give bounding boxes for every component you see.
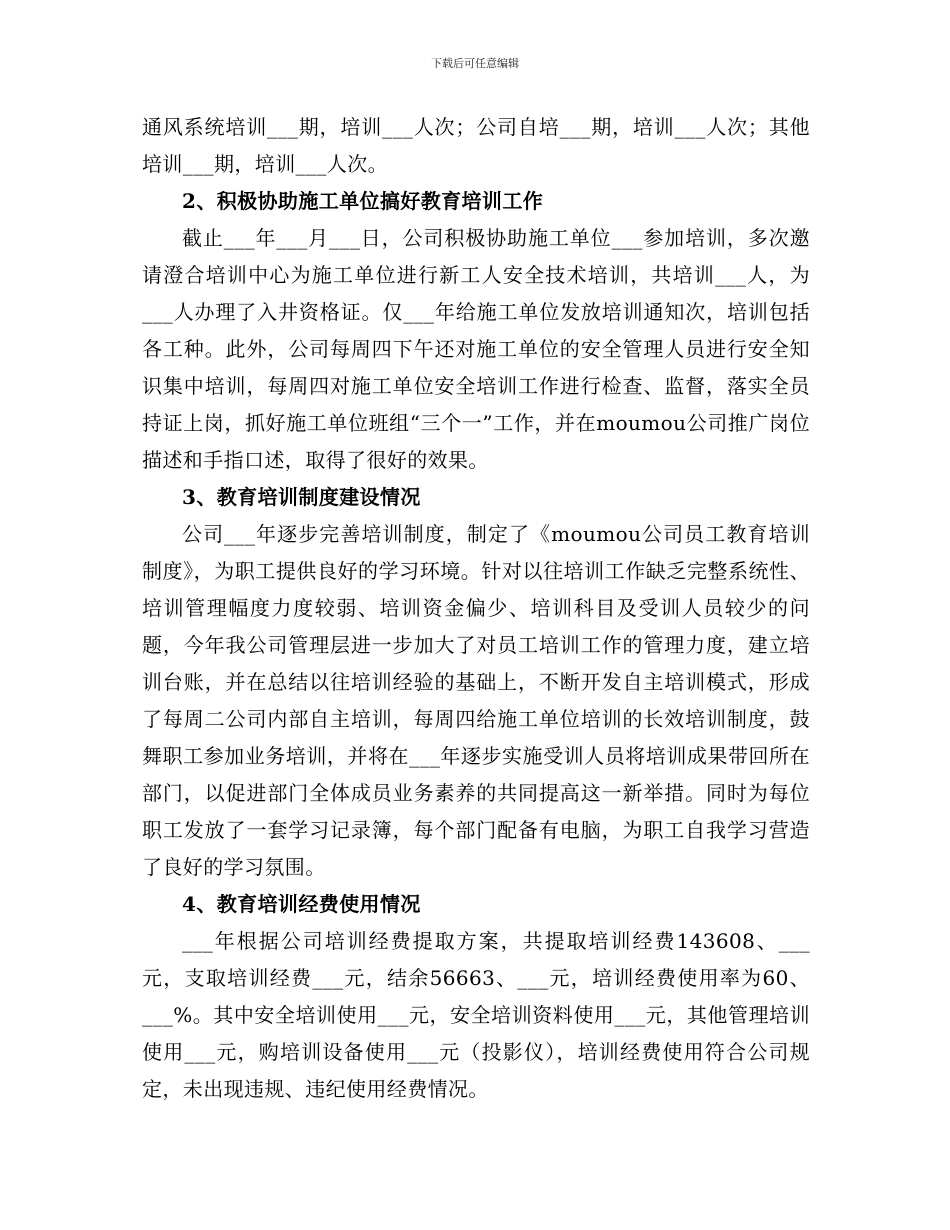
- section-heading-2: 2、积极协助施工单位搞好教育培训工作: [182, 189, 544, 213]
- paragraph-training-counts: 通风系统培训___期，培训___人次；公司自培___期，培训___人次；其他培训___期，培训___人次。: [142, 115, 810, 176]
- page-header: 下载后可任意编辑: [431, 57, 519, 70]
- section-heading-3: 3、教育培训制度建设情况: [182, 485, 421, 509]
- paragraph-assist-contractors: 截止___年___月___日，公司积极协助施工单位___参加培训，多次邀请澄合培训中心为施工单位进行新工人安全技术培训，共培训___人，为___人办理了入井资格证。仅___年给施工单位发放培训通知次，培训包括各工种。此外，公司每周四下午还对施工单位的安全管理人员进行安全知识集中培训，每周四对施工单位安全培训工作进行检查、监督，落实全员持证上岗，抓好施工单位班组“三个一”工作，并在moumou公司推广岗位描述和手指口述，取得了很好的效果。: [142, 226, 810, 472]
- document-body: [142, 109, 810, 1108]
- paragraph-training-funds: ___年根据公司培训经费提取方案，共提取培训经费143608、___元，支取培训经费___元，结余56663、___元，培训经费使用率为60、___%。其中安全培训使用___元，安全培训资料使用___元，其他管理培训使用___元，购培训设备使用___元（投影仪），培训经费使用符合公司规定，未出现违规、违纪使用经费情况。: [142, 929, 810, 1101]
- section-heading-4: 4、教育培训经费使用情况: [182, 892, 421, 916]
- paragraph-training-system: 公司___年逐步完善培训制度，制定了《moumou公司员工教育培训制度》，为职工提供良好的学习环境。针对以往培训工作缺乏完整系统性、培训管理幅度力度较弱、培训资金偏少、培训科目及受训人员较少的问题，今年我公司管理层进一步加大了对员工培训工作的管理力度，建立培训台账，并在总结以往培训经验的基础上，不断开发自主培训模式，形成了每周二公司内部自主培训，每周四给施工单位培训的长效培训制度，鼓舞职工参加业务培训，并将在___年逐步实施受训人员将培训成果带回所在部门，以促进部门全体成员业务素养的共同提高这一新举措。同时为每位职工发放了一套学习记录簿，每个部门配备有电脑，为职工自我学习营造了良好的学习氛围。: [142, 522, 810, 879]
